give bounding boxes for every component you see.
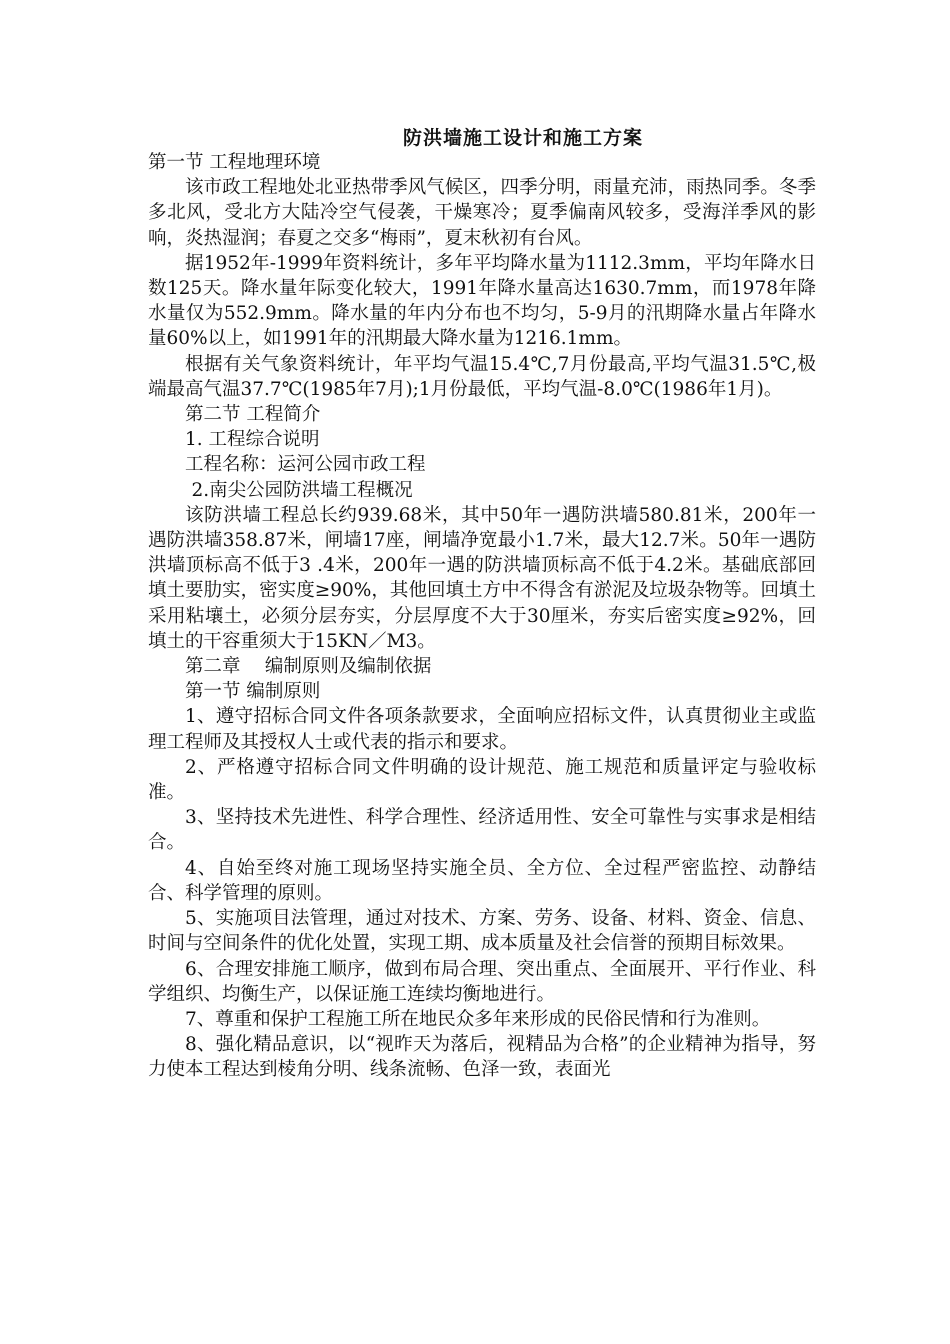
subsection-heading: 2.南尖公园防洪墙工程概况 [191, 479, 413, 501]
section-heading: 第一节 编制原则 [185, 681, 321, 703]
paragraph: 据1952年-1999年资料统计，多年平均降水量为1112.3mm，平均年降水日数125天。降水量年际变化较大，1991年降水量高达1630.7mm，而1978年降水量仅为552.9mm。降水量的年内分布也不均匀，5-9月的汛期降水量占年降水量60%以上，如1991年的汛期最大降水量为1216.1mm。 [148, 252, 816, 350]
paragraph: 根据有关气象资料统计，年平均气温15.4℃,7月份最高,平均气温31.5℃,极端最高气温37.7℃(1985年7月);1月份最低，平均气温-8.0℃(1986年1月)。 [148, 353, 816, 400]
paragraph: 该防洪墙工程总长约939.68米，其中50年一遇防洪墙580.81米，200年一遇防洪墙358.87米，闸墙17座，闸墙净宽最小1.7米，最大12.7米。50年一遇防洪墙顶标高不低于3 .4米，200年一遇的防洪墙顶标高不低于4.2米。基础底部回填土要肋实，密实度≥90%，其他回填土方中不得含有淤泥及垃圾杂物等。回填土采用粘壤土，必须分层夯实，分层厚度不大于30厘米，夯实后密实度≥92%，回填土的干容重须大于15KN／M3。 [148, 504, 816, 652]
list-item: 8、强化精品意识，以“视昨天为落后，视精品为合格”的企业精神为指导，努力使本工程达到棱角分明、线条流畅、色泽一致，表面光 [148, 1034, 816, 1081]
list-item: 3、坚持技术先进性、科学合理性、经济适用性、安全可靠性与实事求是相结合。 [148, 807, 816, 854]
list-item: 4、自始至终对施工现场坚持实施全员、全方位、全过程严密监控、动静结合、科学管理的原则。 [148, 857, 816, 904]
chapter-heading: 第二章 编制原则及编制依据 [185, 656, 432, 678]
list-item: 7、尊重和保护工程施工所在地民众多年来形成的民俗民情和行为准则。 [185, 1008, 771, 1030]
list-item: 1、遵守招标合同文件各项条款要求，全面响应招标文件，认真贯彻业主或监理工程师及其授权人士或代表的指示和要求。 [148, 706, 816, 753]
list-item: 6、合理安排施工顺序，做到布局合理、突出重点、全面展开、平行作业、科学组织、均衡生产，以保证施工连续均衡地进行。 [148, 958, 816, 1005]
document-body [148, 150, 816, 1083]
document-title: 防洪墙施工设计和施工方案 [402, 127, 643, 149]
section-heading: 第二节 工程简介 [185, 404, 321, 426]
section-heading: 第一节 工程地理环境 [148, 152, 321, 173]
subsection-heading: 1. 工程综合说明 [185, 429, 320, 451]
list-item: 2、严格遵守招标合同文件明确的设计规范、施工规范和质量评定与验收标准。 [148, 756, 816, 804]
list-item: 5、实施项目法管理，通过对技术、方案、劳务、设备、材料、资金、信息、时间与空间条件的优化处置，实现工期、成本质量及社会信誉的预期目标效果。 [148, 908, 816, 955]
paragraph: 该市政工程地处北亚热带季风气候区，四季分明，雨量充沛，雨热同季。冬季多北风，受北方大陆冷空气侵袭，干燥寒冷；夏季偏南风较多，受海洋季风的影响，炎热湿润；春夏之交多“梅雨”，夏末秋初有台风。 [148, 177, 816, 249]
paragraph: 工程名称：运河公园市政工程 [185, 454, 426, 476]
